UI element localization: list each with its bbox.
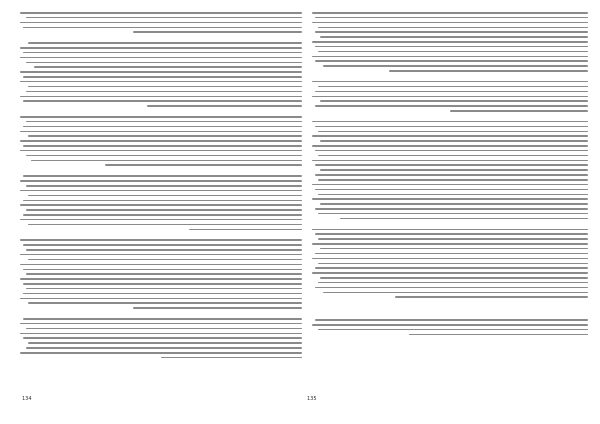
left-page-text-line bbox=[20, 298, 302, 300]
left-page-text-line bbox=[26, 347, 302, 349]
left-page-text-line bbox=[20, 116, 302, 118]
left-page-text-line bbox=[23, 269, 302, 271]
left-page-text-line bbox=[28, 42, 302, 44]
right-page-text-line bbox=[312, 22, 588, 24]
right-page-text-line bbox=[450, 110, 588, 112]
left-page-text-line bbox=[20, 150, 302, 152]
left-page-text-line bbox=[147, 105, 302, 107]
right-page-text-line bbox=[312, 81, 588, 83]
right-page-text-line bbox=[315, 31, 588, 33]
right-page-text-line bbox=[323, 65, 588, 67]
left-page-text bbox=[20, 12, 302, 390]
left-page-text-line bbox=[26, 62, 302, 64]
right-page-text-line bbox=[395, 296, 588, 298]
right-page-text-line bbox=[315, 126, 588, 128]
left-page-text-line bbox=[28, 135, 302, 137]
right-page-text-line bbox=[315, 319, 588, 321]
left-page-text-line bbox=[34, 66, 302, 68]
right-page-text-line bbox=[318, 213, 588, 215]
left-page-text-line bbox=[20, 131, 302, 133]
right-page-text-line bbox=[318, 131, 588, 133]
left-page-text-line bbox=[23, 175, 302, 177]
left-page-text-line bbox=[20, 47, 302, 49]
right-page-text-line bbox=[389, 70, 588, 72]
right-page-text-line bbox=[315, 267, 588, 269]
left-page-text-line bbox=[28, 224, 302, 226]
right-page-text-line bbox=[315, 46, 588, 48]
right-page-text-line bbox=[318, 155, 588, 157]
right-page-text-line bbox=[315, 174, 588, 176]
left-page-text-line bbox=[161, 357, 302, 359]
left-page-text-line bbox=[26, 328, 302, 330]
left-page-text-line bbox=[23, 293, 302, 295]
right-page-text-line bbox=[312, 272, 588, 274]
right-page-text-line bbox=[318, 263, 588, 265]
right-page-text-line bbox=[315, 17, 588, 19]
left-page-text-line bbox=[20, 254, 302, 256]
right-page-text-line bbox=[312, 145, 588, 147]
left-page-lines bbox=[20, 12, 302, 358]
right-page-text-line bbox=[312, 223, 588, 229]
right-page-text-line bbox=[315, 91, 588, 93]
left-page-text-line bbox=[189, 229, 302, 231]
left-page-text-line bbox=[23, 52, 302, 54]
left-page-text-line bbox=[20, 204, 302, 206]
left-page-text-line bbox=[26, 121, 302, 123]
left-page-text-line bbox=[133, 31, 302, 33]
right-page-text-line bbox=[315, 233, 588, 235]
left-page-text-line bbox=[23, 27, 302, 29]
right-page-text-line bbox=[315, 105, 588, 107]
right-page-text-line bbox=[320, 277, 588, 279]
left-page-text-line bbox=[20, 81, 302, 83]
right-page-text-line bbox=[340, 218, 588, 220]
right-page-text-line bbox=[315, 287, 588, 289]
right-page-text-line bbox=[323, 292, 588, 294]
right-page-lines bbox=[306, 12, 588, 335]
left-page-text-line bbox=[20, 57, 302, 59]
right-page-text-line bbox=[315, 150, 588, 152]
right-page-text-line bbox=[320, 100, 588, 102]
right-page-text-line bbox=[312, 184, 588, 186]
left-page-text-line bbox=[26, 17, 302, 19]
left-page-text-line bbox=[20, 278, 302, 280]
right-page-text-line bbox=[320, 36, 588, 38]
left-page-text-line bbox=[20, 333, 302, 335]
left-page-text-line bbox=[23, 214, 302, 216]
left-page-text-line bbox=[20, 71, 302, 73]
left-page-text-line bbox=[23, 244, 302, 246]
left-page-text-line bbox=[20, 219, 302, 221]
left-page-text-line bbox=[31, 160, 302, 162]
right-page-text-line bbox=[318, 238, 588, 240]
right-page-text-line bbox=[315, 208, 588, 210]
left-page-text-line bbox=[20, 264, 302, 266]
right-page-text-line bbox=[312, 12, 588, 14]
left-page-text-line bbox=[23, 318, 302, 320]
left-page-text-line bbox=[20, 323, 302, 325]
right-page-text-line bbox=[312, 115, 588, 121]
left-page-text-line bbox=[26, 209, 302, 211]
left-page-text-line bbox=[28, 195, 302, 197]
right-page-text-line bbox=[312, 229, 588, 231]
right-page-text-line bbox=[315, 60, 588, 62]
left-page-text-line bbox=[23, 126, 302, 128]
right-page-text-line bbox=[312, 198, 588, 200]
left-page-text-line bbox=[26, 249, 302, 251]
left-page-text-line bbox=[28, 259, 302, 261]
left-page-text-line bbox=[26, 288, 302, 290]
right-page-text-line bbox=[312, 324, 588, 326]
right-page-text-line bbox=[315, 189, 588, 191]
right-page-text-line bbox=[312, 96, 588, 98]
left-page-text-line bbox=[23, 200, 302, 202]
left-page-text-line bbox=[28, 342, 302, 344]
right-page-text-line bbox=[315, 164, 588, 166]
right-page-text-line bbox=[312, 121, 588, 123]
left-page-text-line bbox=[20, 180, 302, 182]
left-page-text-line bbox=[20, 239, 302, 241]
left-page-text-line bbox=[20, 140, 302, 142]
right-page-text-line bbox=[312, 56, 588, 58]
left-page-text-line bbox=[26, 273, 302, 275]
left-page-text-line bbox=[23, 283, 302, 285]
right-page-text-line bbox=[320, 169, 588, 171]
right-page-text-line bbox=[318, 51, 588, 53]
right-page-number: 135 bbox=[307, 396, 317, 402]
right-page-text-line bbox=[318, 86, 588, 88]
right-page-text-line bbox=[320, 248, 588, 250]
right-page-text-line bbox=[318, 282, 588, 284]
right-page-text-line bbox=[312, 135, 588, 137]
left-page-text-line bbox=[20, 12, 302, 14]
right-page-text-line bbox=[312, 258, 588, 260]
left-page-text-line bbox=[20, 96, 302, 98]
right-page-text-line bbox=[318, 329, 588, 331]
right-page-text-line bbox=[318, 194, 588, 196]
left-page-text-line bbox=[20, 190, 302, 192]
right-page-text-line bbox=[312, 243, 588, 245]
left-page-text-line bbox=[28, 302, 302, 304]
right-page-text-line bbox=[312, 160, 588, 162]
left-page-text-line bbox=[26, 155, 302, 157]
left-page-text-line bbox=[26, 91, 302, 93]
left-page-text-line bbox=[20, 22, 302, 24]
right-page-text-line bbox=[318, 27, 588, 29]
left-page-text-line bbox=[105, 164, 302, 166]
left-page-text-line bbox=[26, 185, 302, 187]
left-page-text-line bbox=[23, 337, 302, 339]
right-page-text-line bbox=[320, 203, 588, 205]
left-page-text-line bbox=[23, 145, 302, 147]
left-page-text-line bbox=[23, 100, 302, 102]
left-page-number: 134 bbox=[22, 396, 32, 402]
right-page-text-line bbox=[409, 334, 588, 336]
left-page-text-line bbox=[23, 76, 302, 78]
right-page-text-line bbox=[320, 140, 588, 142]
right-page-text-line bbox=[315, 253, 588, 255]
left-page-text-line bbox=[20, 352, 302, 354]
right-page-text bbox=[306, 12, 588, 390]
right-page-text-line bbox=[318, 179, 588, 181]
left-page-text-line bbox=[28, 86, 302, 88]
left-page-text-line bbox=[133, 307, 302, 309]
right-page-text-line bbox=[312, 41, 588, 43]
